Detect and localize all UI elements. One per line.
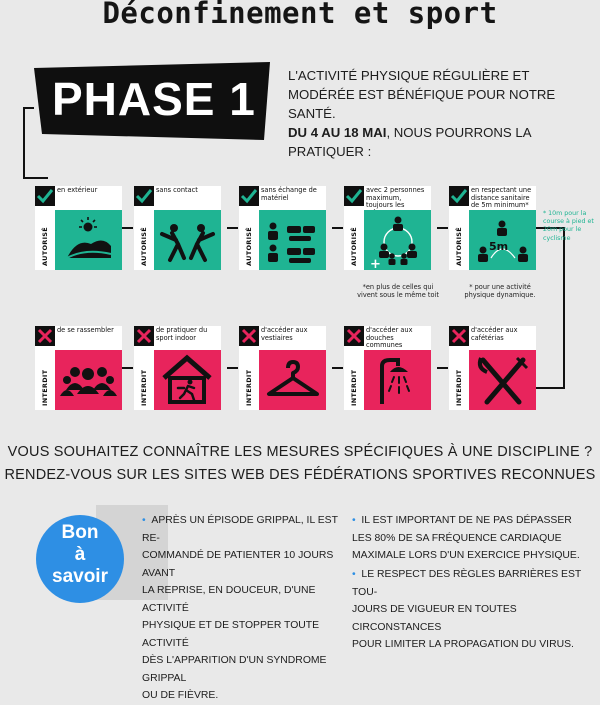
stretching-people-icon <box>154 210 221 270</box>
allowed-card-3 <box>239 186 326 270</box>
forbidden-label: d'accéder aux douches communes <box>366 326 413 350</box>
question-line-1: VOUS SOUHAITEZ CONNAÎTRE LES MESURES SPÉCIFIQUES À UNE DISCIPLINE ? <box>7 444 593 460</box>
side-label-interdit: INTERDIT <box>350 369 358 406</box>
check-icon <box>134 186 154 206</box>
forbidden-label: d'accéder aux vestiaires <box>261 326 308 342</box>
forbidden-label: d'accéder aux cafétérias <box>471 326 518 342</box>
check-icon <box>344 186 364 206</box>
cross-icon <box>134 326 154 346</box>
tip-left: • APRÈS UN ÉPISODE GRIPPAL, IL EST RE- COMMANDÉ DE PATIENTER 10 JOURS AVANT LA REPRISE, EN DOUCEUR, D'UNE ACTIVITÉ PHYSIQUE ET DE STOPPER TOUTE ACTIVITÉ DÈS L'APPARITION D'UN SYNDROME GRIPPAL OU DE FIÈVRE. <box>142 515 338 701</box>
svg-text:+: + <box>370 257 381 270</box>
side-label-autorise: AUTORISÉ <box>41 226 49 266</box>
cross-icon <box>35 326 55 346</box>
cross-icon <box>239 326 259 346</box>
shower-icon <box>364 350 431 410</box>
cutlery-icon <box>469 350 536 410</box>
allowed-card-1 <box>35 186 122 270</box>
tip-right-1: • IL EST IMPORTANT DE NE PAS DÉPASSER LES 80% DE SA FRÉQUENCE CARDIAQUE MAXIMALE LORS D'UN EXERCICE PHYSIQUE. <box>352 515 580 561</box>
forbidden-label: de se rassembler <box>57 326 114 334</box>
distance-label: 5m <box>489 240 509 253</box>
forbidden-label: de pratiquer du sport indoor <box>156 326 208 342</box>
group-of-three-icon <box>364 210 431 270</box>
tip-right-2: • LE RESPECT DES RÈGLES BARRIÈRES EST TOU- JOURS DE VIGUEUR EN TOUTES CIRCONSTANCES POUR LIMITER LA PROPAGATION DU VIRUS. <box>352 569 582 650</box>
allowed-footnote-4: *en plus de celles qui vivent sous le même toit <box>357 283 439 299</box>
side-label-autorise: AUTORISÉ <box>245 226 253 266</box>
side-label-interdit: INTERDIT <box>455 369 463 406</box>
intro-line-3-rest: , NOUS POURRONS LA <box>386 125 532 140</box>
forbidden-card-4 <box>344 326 431 410</box>
allowed-label: avec 2 personnes maximum, toujours les <box>366 186 425 210</box>
allowed-label: en respectant une distance sanitaire de 5m minimum* <box>471 186 532 210</box>
check-icon <box>239 186 259 206</box>
page-title: Déconfinement et sport <box>102 0 498 30</box>
forbidden-card-1 <box>35 326 122 410</box>
side-label-interdit: INTERDIT <box>245 369 253 406</box>
check-icon <box>449 186 469 206</box>
cross-icon <box>449 326 469 346</box>
side-footnote: * 10m pour la course à pied et 20m pour le cyclisme <box>543 210 594 242</box>
allowed-card-2 <box>134 186 221 270</box>
indoor-sport-icon <box>154 350 221 410</box>
side-label-interdit: INTERDIT <box>41 369 49 406</box>
side-label-interdit: INTERDIT <box>140 369 148 406</box>
side-label-autorise: AUTORISÉ <box>455 226 463 266</box>
forbidden-card-3 <box>239 326 326 410</box>
check-icon <box>35 186 55 206</box>
intro-line-1: L'ACTIVITÉ PHYSIQUE RÉGULIÈRE ET <box>288 68 530 83</box>
equipment-icon <box>259 210 326 270</box>
question-text <box>0 441 600 487</box>
intro-line-2: MODÉRÉE EST BÉNÉFIQUE POUR NOTRE SANTÉ. <box>288 87 556 121</box>
question-line-2: RENDEZ-VOUS SUR LES SITES WEB DES FÉDÉRATIONS SPORTIVES RECONNUES <box>4 467 596 483</box>
allowed-label: sans échange de matériel <box>261 186 317 202</box>
side-label-autorise: AUTORISÉ <box>350 226 358 266</box>
cross-icon <box>344 326 364 346</box>
hanger-icon <box>259 350 326 410</box>
intro-dates: DU 4 AU 18 MAI <box>288 125 387 140</box>
allowed-card-5 <box>449 186 536 270</box>
forbidden-card-2 <box>134 326 221 410</box>
outdoor-landscape-icon <box>55 210 122 270</box>
crowd-icon <box>55 350 122 410</box>
allowed-card-4 <box>344 186 431 270</box>
side-label-autorise: AUTORISÉ <box>140 226 148 266</box>
phase-title: PHASE 1 <box>52 73 256 125</box>
allowed-footnote-5: * pour une activité physique dynamique. <box>464 283 536 299</box>
allowed-label: sans contact <box>156 186 198 194</box>
intro-line-4: PRATIQUER : <box>288 144 372 159</box>
allowed-label: en extérieur <box>57 186 98 194</box>
forbidden-card-5 <box>449 326 536 410</box>
bon-a-savoir-label: Bon à savoir <box>52 522 108 587</box>
